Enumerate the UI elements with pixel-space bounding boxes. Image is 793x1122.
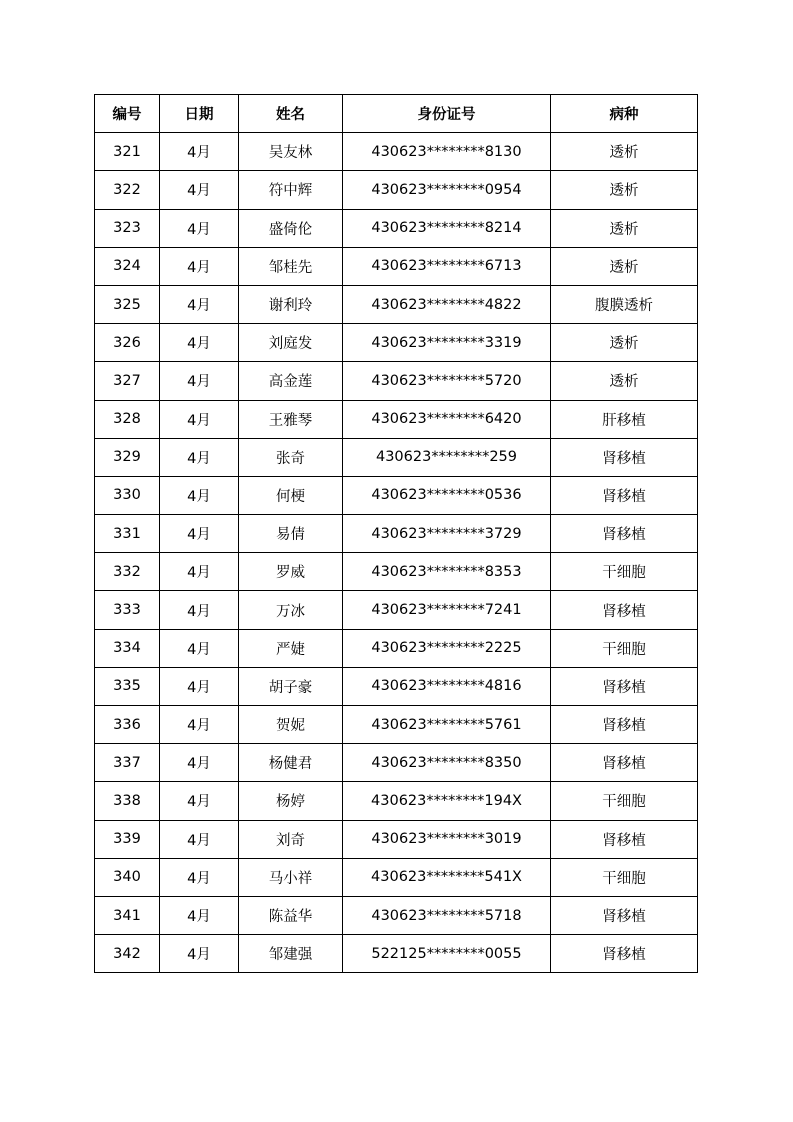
cell-id-number: 430623********3729 [343, 515, 551, 553]
cell-no: 331 [95, 515, 160, 553]
cell-id-number: 430623********3319 [343, 324, 551, 362]
cell-id-number: 430623********541X [343, 858, 551, 896]
cell-no: 325 [95, 285, 160, 323]
cell-disease: 肾移植 [551, 935, 698, 973]
cell-no: 333 [95, 591, 160, 629]
header-disease: 病种 [551, 95, 698, 133]
cell-id-number: 430623********8353 [343, 553, 551, 591]
cell-no: 329 [95, 438, 160, 476]
cell-no: 340 [95, 858, 160, 896]
cell-no: 337 [95, 744, 160, 782]
cell-disease: 腹膜透析 [551, 285, 698, 323]
cell-name: 何梗 [239, 476, 343, 514]
cell-no: 328 [95, 400, 160, 438]
cell-name: 邹建强 [239, 935, 343, 973]
table-row [95, 782, 698, 820]
cell-name: 符中辉 [239, 171, 343, 209]
cell-no: 341 [95, 896, 160, 934]
cell-disease: 肾移植 [551, 667, 698, 705]
cell-id-number: 430623********7241 [343, 591, 551, 629]
cell-date: 4月 [160, 629, 239, 667]
cell-id-number: 430623********8214 [343, 209, 551, 247]
cell-name: 杨婷 [239, 782, 343, 820]
cell-disease: 透析 [551, 171, 698, 209]
cell-id-number: 430623********8350 [343, 744, 551, 782]
cell-disease: 干细胞 [551, 858, 698, 896]
table-row [95, 744, 698, 782]
cell-date: 4月 [160, 591, 239, 629]
cell-name: 王雅琴 [239, 400, 343, 438]
cell-date: 4月 [160, 553, 239, 591]
table-row [95, 171, 698, 209]
cell-disease: 透析 [551, 133, 698, 171]
table-row [95, 324, 698, 362]
cell-disease: 肾移植 [551, 515, 698, 553]
header-id-number: 身份证号 [343, 95, 551, 133]
cell-date: 4月 [160, 820, 239, 858]
cell-disease: 透析 [551, 362, 698, 400]
table-row [95, 591, 698, 629]
cell-no: 336 [95, 706, 160, 744]
cell-name: 陈益华 [239, 896, 343, 934]
table-row [95, 285, 698, 323]
cell-disease: 肾移植 [551, 438, 698, 476]
cell-no: 326 [95, 324, 160, 362]
cell-disease: 肾移植 [551, 591, 698, 629]
cell-disease: 肾移植 [551, 476, 698, 514]
cell-name: 杨健君 [239, 744, 343, 782]
cell-id-number: 430623********194X [343, 782, 551, 820]
cell-name: 吴友林 [239, 133, 343, 171]
cell-name: 马小祥 [239, 858, 343, 896]
cell-no: 332 [95, 553, 160, 591]
cell-id-number: 430623********6713 [343, 247, 551, 285]
cell-id-number: 430623********5761 [343, 706, 551, 744]
cell-disease: 肾移植 [551, 706, 698, 744]
cell-date: 4月 [160, 362, 239, 400]
cell-name: 刘庭发 [239, 324, 343, 362]
cell-no: 330 [95, 476, 160, 514]
cell-name: 谢利玲 [239, 285, 343, 323]
cell-disease: 肾移植 [551, 820, 698, 858]
table-row [95, 706, 698, 744]
cell-date: 4月 [160, 324, 239, 362]
cell-disease: 透析 [551, 247, 698, 285]
table-row [95, 553, 698, 591]
cell-id-number: 430623********5718 [343, 896, 551, 934]
header-no: 编号 [95, 95, 160, 133]
cell-no: 322 [95, 171, 160, 209]
cell-no: 335 [95, 667, 160, 705]
header-date: 日期 [160, 95, 239, 133]
cell-name: 邹桂先 [239, 247, 343, 285]
table-row [95, 896, 698, 934]
cell-no: 342 [95, 935, 160, 973]
cell-id-number: 430623********2225 [343, 629, 551, 667]
cell-disease: 肾移植 [551, 896, 698, 934]
cell-disease: 透析 [551, 324, 698, 362]
cell-name: 盛倚伦 [239, 209, 343, 247]
cell-name: 万冰 [239, 591, 343, 629]
cell-disease: 干细胞 [551, 553, 698, 591]
table-row [95, 247, 698, 285]
cell-id-number: 430623********0536 [343, 476, 551, 514]
cell-date: 4月 [160, 858, 239, 896]
patient-table [94, 94, 698, 973]
cell-name: 严婕 [239, 629, 343, 667]
cell-no: 334 [95, 629, 160, 667]
cell-date: 4月 [160, 896, 239, 934]
cell-no: 323 [95, 209, 160, 247]
cell-date: 4月 [160, 706, 239, 744]
cell-date: 4月 [160, 171, 239, 209]
cell-disease: 透析 [551, 209, 698, 247]
cell-id-number: 430623********259 [343, 438, 551, 476]
table-row [95, 935, 698, 973]
cell-date: 4月 [160, 935, 239, 973]
cell-date: 4月 [160, 667, 239, 705]
cell-date: 4月 [160, 400, 239, 438]
table-row [95, 858, 698, 896]
cell-name: 胡子豪 [239, 667, 343, 705]
cell-id-number: 522125********0055 [343, 935, 551, 973]
cell-id-number: 430623********0954 [343, 171, 551, 209]
table-body [95, 133, 698, 973]
cell-id-number: 430623********4816 [343, 667, 551, 705]
cell-date: 4月 [160, 515, 239, 553]
cell-no: 321 [95, 133, 160, 171]
cell-date: 4月 [160, 782, 239, 820]
cell-no: 324 [95, 247, 160, 285]
cell-date: 4月 [160, 209, 239, 247]
cell-name: 罗威 [239, 553, 343, 591]
cell-id-number: 430623********5720 [343, 362, 551, 400]
cell-no: 339 [95, 820, 160, 858]
cell-name: 高金莲 [239, 362, 343, 400]
cell-no: 327 [95, 362, 160, 400]
table-row [95, 438, 698, 476]
table-row [95, 629, 698, 667]
cell-name: 张奇 [239, 438, 343, 476]
cell-id-number: 430623********3019 [343, 820, 551, 858]
cell-name: 贺妮 [239, 706, 343, 744]
table-row [95, 133, 698, 171]
cell-name: 刘奇 [239, 820, 343, 858]
cell-date: 4月 [160, 133, 239, 171]
cell-date: 4月 [160, 476, 239, 514]
table-row [95, 400, 698, 438]
cell-disease: 肝移植 [551, 400, 698, 438]
cell-date: 4月 [160, 285, 239, 323]
table-row [95, 476, 698, 514]
cell-disease: 干细胞 [551, 629, 698, 667]
header-name: 姓名 [239, 95, 343, 133]
cell-id-number: 430623********8130 [343, 133, 551, 171]
table-row [95, 820, 698, 858]
cell-id-number: 430623********6420 [343, 400, 551, 438]
table-header-row [95, 95, 698, 133]
cell-no: 338 [95, 782, 160, 820]
table-row [95, 667, 698, 705]
cell-date: 4月 [160, 247, 239, 285]
table-row [95, 515, 698, 553]
cell-disease: 干细胞 [551, 782, 698, 820]
table-row [95, 362, 698, 400]
cell-disease: 肾移植 [551, 744, 698, 782]
cell-name: 易倩 [239, 515, 343, 553]
table-row [95, 209, 698, 247]
cell-date: 4月 [160, 438, 239, 476]
cell-date: 4月 [160, 744, 239, 782]
cell-id-number: 430623********4822 [343, 285, 551, 323]
